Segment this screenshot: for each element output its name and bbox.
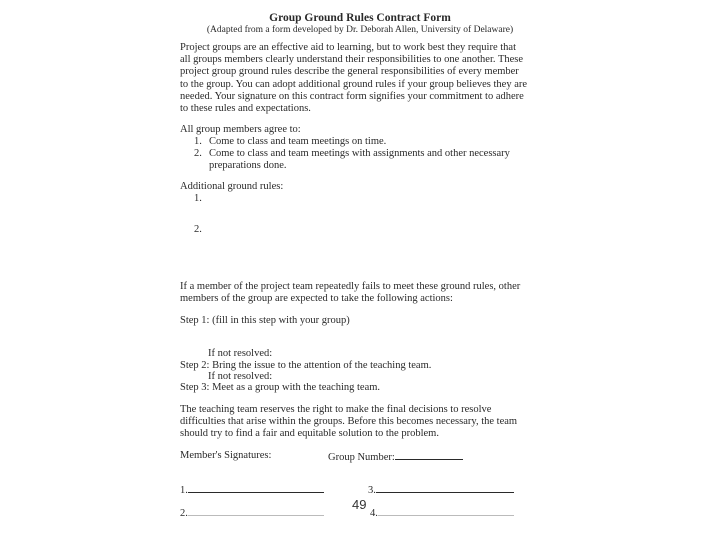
signature-line[interactable] <box>370 506 514 520</box>
signature-slot-number: 3. <box>368 485 376 496</box>
agree-heading: All group members agree to: <box>180 124 301 135</box>
signature-slot-number: 1. <box>180 485 188 496</box>
additional-heading: Additional ground rules: <box>180 181 284 192</box>
agree-item-number: 1. <box>194 136 202 147</box>
signature-line[interactable] <box>180 483 324 497</box>
signatures-label: Member's Signatures: <box>180 450 272 461</box>
signature-blank[interactable] <box>376 483 514 493</box>
not-resolved-label: If not resolved: <box>208 371 273 382</box>
agree-item-text: Come to class and team meetings on time. <box>209 136 387 147</box>
agree-item-text-continued: preparations done. <box>209 160 287 171</box>
group-number-field[interactable] <box>328 450 463 464</box>
signature-line[interactable] <box>368 483 514 497</box>
signature-slot-number: 2. <box>180 508 188 519</box>
failure-paragraph: If a member of the project team repeatedly fails to meet these ground rules, other members of the group are expected to take the following actions: <box>180 281 521 305</box>
teaching-team-paragraph: The teaching team reserves the right to make the final decisions to resolve difficulties that arise within the groups. Before this becomes necessary, the team should try to find a fair and equitable solution to the problem. <box>180 404 518 440</box>
signature-blank[interactable] <box>188 483 324 493</box>
signature-line[interactable] <box>180 506 324 520</box>
signature-slot-number: 4. <box>370 508 378 519</box>
agree-item-text: Come to class and team meetings with assignments and other necessary <box>209 148 510 159</box>
page-number: 49 <box>352 497 367 512</box>
additional-rule-slot: 1. <box>194 193 202 204</box>
agree-item-number: 2. <box>194 148 202 159</box>
intro-paragraph: Project groups are an effective aid to learning, but to work best they require that all groups members clearly understand their responsibilities to one another. These project group ground rules describe the general responsibilities of every member to the group. You can adopt additional ground rules if your group believes they are needed. Your signature on this contract form signifies your commitment to adhere to these rules and expectations. <box>180 42 528 115</box>
group-number-label: Group Number: <box>328 452 395 463</box>
signature-blank[interactable] <box>188 506 324 516</box>
form-subtitle: (Adapted from a form developed by Dr. Deborah Allen, University of Delaware) <box>206 25 514 35</box>
step-1: Step 1: (fill in this step with your group) <box>180 315 350 326</box>
form-title: Group Ground Rules Contract Form <box>269 12 451 24</box>
additional-rule-slot: 2. <box>194 224 202 235</box>
not-resolved-label: If not resolved: <box>208 348 273 359</box>
signature-blank[interactable] <box>378 506 514 516</box>
group-number-blank[interactable] <box>395 450 463 460</box>
step-2: Step 2: Bring the issue to the attention of the teaching team. <box>180 360 432 371</box>
step-3: Step 3: Meet as a group with the teaching team. <box>180 382 381 393</box>
